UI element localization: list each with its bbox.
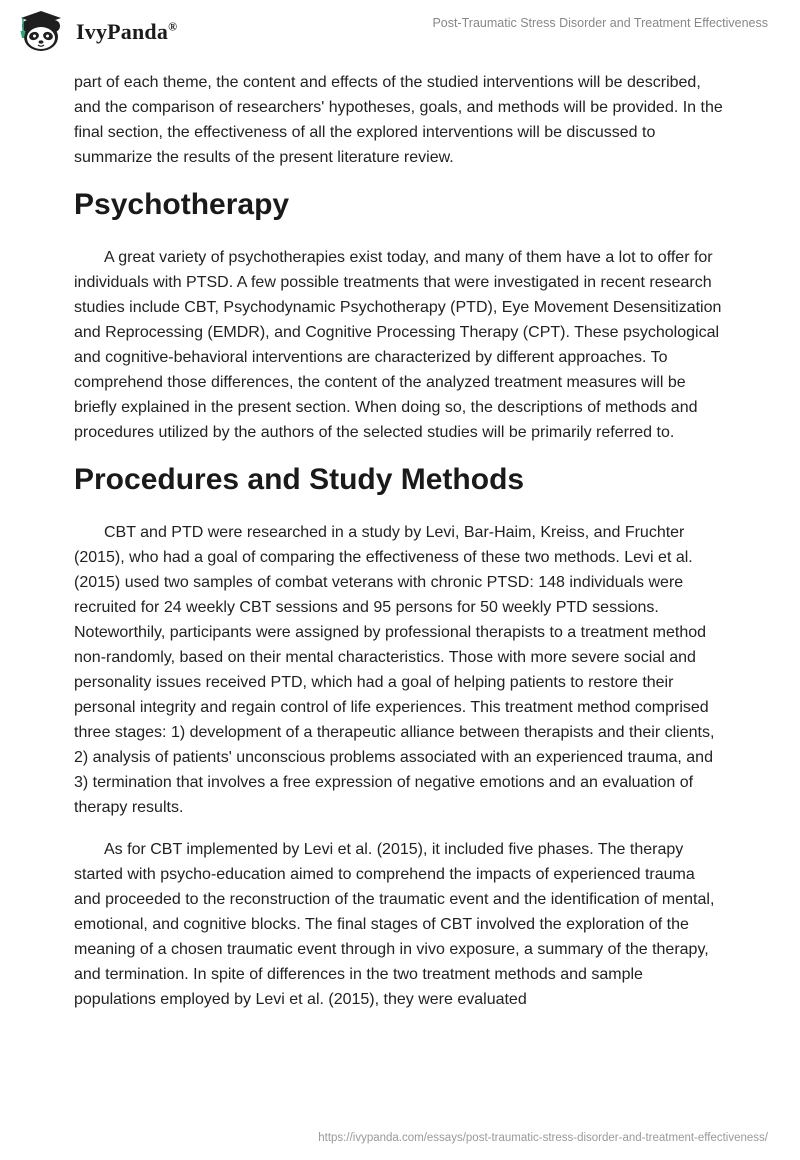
section-heading-procedures: Procedures and Study Methods: [74, 463, 525, 496]
procedures-paragraph-2: As for CBT implemented by Levi et al. (2015), it included five phases. The therapy started with psycho-education aimed to comprehend the impacts of experienced trauma and proceeded to the reconstruction of the traumatic event and the identification of mental, emotional, and cognitive blocks. The final stages of CBT involved the exploration of the meaning of a chosen traumatic event through in vivo exposure, a summary of the therapy, and termination. In spite of differences in the two treatment methods and sample populations employed by Levi et al. (2015), they were evaluated: [74, 841, 715, 1008]
running-title: Post-Traumatic Stress Disorder and Treatment Effectiveness: [432, 16, 768, 30]
ivypanda-logo[interactable]: [14, 9, 177, 55]
procedures-paragraph-1: CBT and PTD were researched in a study by Levi, Bar-Haim, Kreiss, and Fruchter (2015), who had a goal of comparing the effectiveness of these two methods. Levi et al. (2015) used two samples of combat veterans with chronic PTSD: 148 individuals were recruited for 24 weekly CBT sessions and 95 persons for 50 weekly PTD sessions. Noteworthily, participants were assigned by professional therapists to a treatment method non-randomly, based on their mental characteristics. Those with more severe social and personality issues received PTD, which had a goal of helping patients to restore their personal integrity and regain control of life experiences. This treatment method comprised three stages: 1) development of a therapeutic alliance between therapists and their clients, 2) analysis of patients' unconscious problems associated with an experienced trauma, and 3) termination that involves a free expression of negative emotions and an evaluation of therapy results.: [74, 524, 715, 816]
intro-paragraph: part of each theme, the content and effects of the studied interventions will be described, and the comparison of researchers' hypotheses, goals, and methods will be provided. In the final section, the effectiveness of all the explored interventions will be discussed to summarize the results of the present literature review.: [74, 74, 723, 166]
source-url[interactable]: https://ivypanda.com/essays/post-traumatic-stress-disorder-and-treatment-effectiveness/: [318, 1132, 768, 1144]
panda-graduate-icon: [14, 9, 68, 55]
essay-content: [74, 70, 724, 1029]
page-header: [0, 0, 800, 64]
trademark-mark: ®: [168, 19, 178, 34]
brand-name: IvyPanda®: [76, 19, 178, 44]
psychotherapy-paragraph: A great variety of psychotherapies exist today, and many of them have a lot to offer for individuals with PTSD. A few possible treatments that were investigated in recent research studies include CBT, Psychodynamic Psychotherapy (PTD), Eye Movement Desensitization and Reprocessing (EMDR), and Cognitive Processing Therapy (CPT). These psychological and cognitive-behavioral interventions are characterized by different approaches. To comprehend those differences, the content of the analyzed treatment measures will be briefly explained in the present section. When doing so, the descriptions of methods and procedures utilized by the authors of the selected studies will be primarily referred to.: [74, 249, 722, 441]
section-heading-psychotherapy: Psychotherapy: [74, 188, 290, 221]
